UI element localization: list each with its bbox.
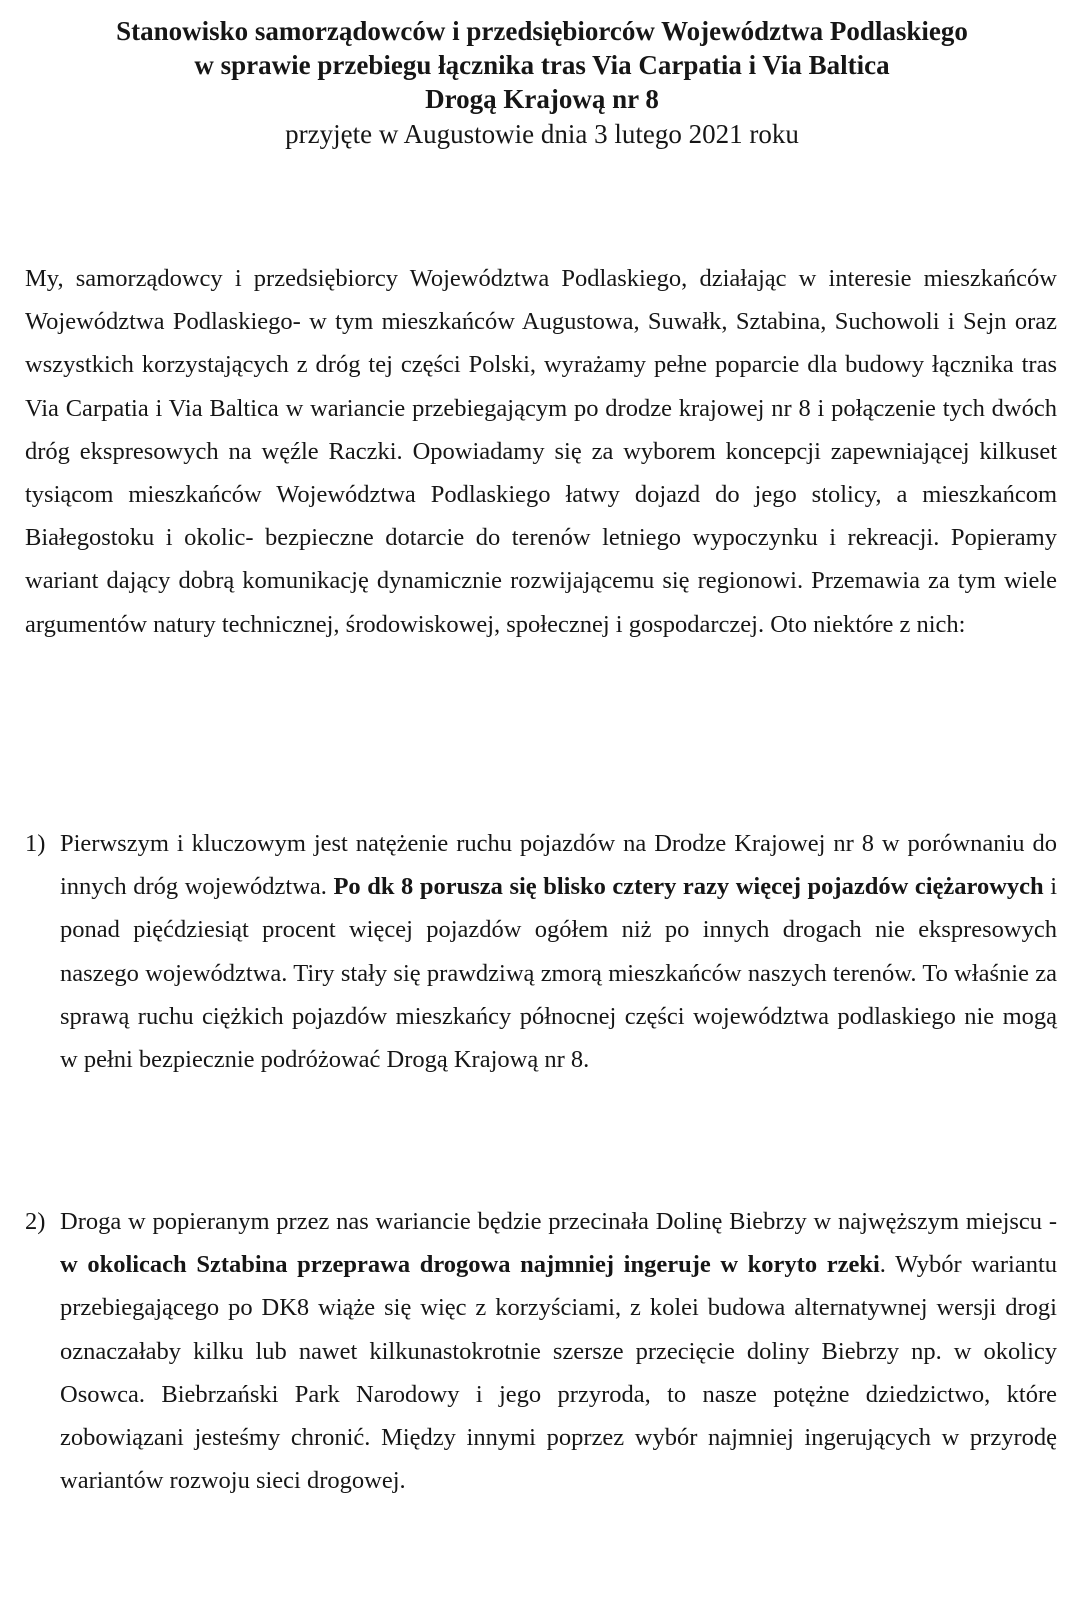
title-line-2: w sprawie przebiegu łącznika tras Via Carpatia i Via Baltica: [194, 50, 890, 80]
list-item-bold: w okolicach Sztabina przeprawa drogowa najmniej ingeruje w koryto rzeki: [60, 1251, 880, 1279]
list-item-text: [60, 1200, 1057, 1502]
list-item-text: [60, 822, 1057, 1081]
list-item-text-b: . Wybór wariantu przebiegającego po DK8 wiąże się więc z korzyściami, z kolei budowa alternatywnej wersji drogi oznaczałaby kilku lub nawet kilkunastokrotnie szersze przecięcie doliny Biebrzy np. w okolicy Osowca. Biebrzański Park Narodowy i jego przyroda, to nasze potężne dziedzictwo, które zobowiązani jesteśmy chronić. Między innymi poprzez wybór najmniej ingerujących w przyrodę wariantów rozwoju sieci drogowej.: [60, 1251, 1057, 1495]
list-item-text-b: i ponad pięćdziesiąt procent więcej pojazdów ogółem niż po innych drogach nie ekspresowych naszego województwa. Tiry stały się prawdziwą zmorą mieszkańców naszych terenów. To właśnie za sprawą ruchu ciężkich pojazdów mieszkańcy północnej części województwa podlaskiego nie mogą w pełni bezpiecznie podróżować Drogą Krajową nr 8.: [60, 873, 1058, 1074]
list-item: [25, 822, 1057, 1081]
list-item-number: 2): [25, 1208, 46, 1235]
title-line-1: Stanowisko samorządowców i przedsiębiorców Województwa Podlaskiego: [116, 16, 968, 46]
list-item-bold: Po dk 8 porusza się blisko cztery razy więcej pojazdów ciężarowych: [333, 873, 1044, 901]
adoption-date: przyjęte w Augustowie dnia 3 lutego 2021 roku: [285, 119, 799, 149]
title-line-3: Drogą Krajową nr 8: [425, 84, 659, 114]
list-item-number: 1): [25, 830, 46, 857]
intro-paragraph: My, samorządowcy i przedsiębiorcy Województwa Podlaskiego, działając w interesie mieszkańców Województwa Podlaskiego- w tym mieszkańców Augustowa, Suwałk, Sztabina, Suchowoli i Sejn oraz wszystkich korzystających z dróg tej części Polski, wyrażamy pełne poparcie dla budowy łącznika tras Via Carpatia i Via Baltica w wariancie przebiegającym po drodze krajowej nr 8 i połączenie tych dwóch dróg ekspresowych na węźle Raczki. Opowiadamy się za wyborem koncepcji zapewniającej kilkuset tysiącom mieszkańców Województwa Podlaskiego łatwy dojazd do jego stolicy, a mieszkańcom Białegostoku i okolic- bezpieczne dotarcie do terenów letniego wypoczynku i rekreacji. Popieramy wariant dający dobrą komunikację dynamicznie rozwijającemu się regionowi. Przemawia za tym wiele argumentów natury technicznej, środowiskowej, społecznej i gospodarczej. Oto niektóre z nich:: [25, 265, 1057, 638]
list-item: [25, 1200, 1057, 1502]
list-item-text-a: Pierwszym i kluczowym jest natężenie ruchu pojazdów na Drodze Krajowej nr 8 w porównaniu do innych dróg województwa.: [60, 830, 1057, 901]
list-item-text-a: Droga w popieranym przez nas wariancie będzie przecinała Dolinę Biebrzy w najwęższym miejscu -: [60, 1208, 1057, 1235]
document-header: [0, 14, 1084, 152]
